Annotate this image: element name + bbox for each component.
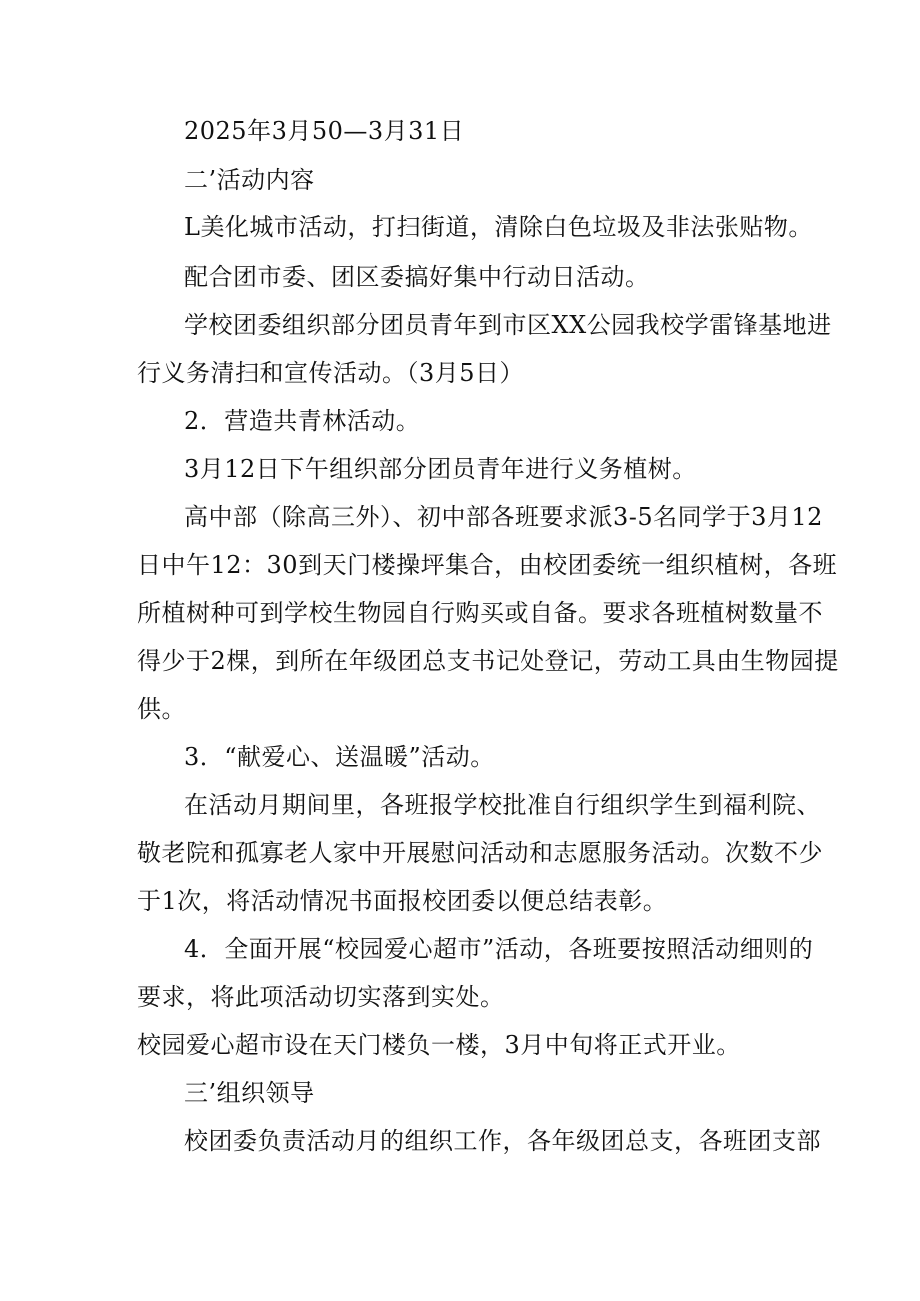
paragraph-line: 校团委负责活动月的组织工作，各年级团总支，各班团支部 (184, 1127, 821, 1155)
paragraph-line: 配合团市委、团区委搞好集中行动日活动。 (184, 263, 650, 291)
item-2-heading: 2．营造共青林活动。 (184, 407, 421, 435)
section-heading-activity-content: 二’活动内容 (184, 166, 315, 194)
section-heading-organization: 三’组织领导 (184, 1079, 315, 1107)
paragraph-line: 得少于2棵，到所在年级团总支书记处登记，劳动工具由生物园提 (137, 647, 839, 675)
paragraph-line: 供。 (137, 695, 186, 723)
paragraph-line: 行义务清扫和宣传活动。（3月5日） (137, 359, 525, 387)
paragraph-line: 敬老院和孤寡老人家中开展慰问活动和志愿服务活动。次数不少 (137, 839, 823, 867)
paragraph-line: 日中午12：30到天门楼操坪集合，由校团委统一组织植树，各班 (137, 551, 838, 579)
paragraph-line: 校园爱心超市设在天门楼负一楼，3月中旬将正式开业。 (137, 1031, 741, 1059)
paragraph-line: 3月12日下午组织部分团员青年进行义务植树。 (184, 455, 697, 483)
item-3-heading: 3．“献爱心、送温暖”活动。 (184, 743, 495, 771)
paragraph-line: 要求，将此项活动切实落到实处。 (137, 983, 505, 1011)
paragraph-line: 学校团委组织部分团员青年到市区XX公园我校学雷锋基地进 (184, 311, 832, 339)
paragraph-line: 高中部（除高三外）、初中部各班要求派3-5名同学于3月12 (184, 503, 823, 531)
date-range-line: 2025年3月50—3月31日 (184, 117, 465, 145)
item-4-heading: 4．全面开展“校园爱心超市”活动，各班要按照活动细则的 (184, 935, 814, 963)
item-1-heading: L美化城市活动，打扫街道，清除白色垃圾及非法张贴物。 (184, 213, 813, 241)
paragraph-line: 在活动月期间里，各班报学校批准自行组织学生到福利院、 (184, 791, 821, 819)
paragraph-line: 于1次，将活动情况书面报校团委以便总结表彰。 (137, 887, 668, 915)
paragraph-line: 所植树种可到学校生物园自行购买或自备。要求各班植树数量不 (137, 599, 823, 627)
